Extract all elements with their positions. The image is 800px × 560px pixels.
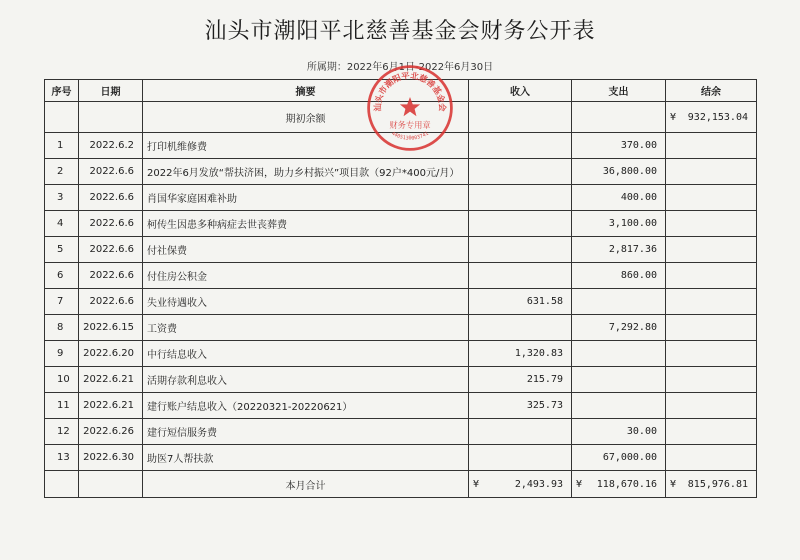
row-summary: 付住房公积金 (143, 263, 469, 289)
row-summary: 2022年6月发放“帮扶济困，助力乡村振兴”项目款（92户*400元/月） (143, 159, 469, 185)
table-row (45, 341, 757, 367)
table-row (45, 159, 757, 185)
opening-balance-row (45, 102, 757, 133)
row-date: 2022.6.21 (79, 393, 143, 419)
row-expense: 370.00 (572, 133, 666, 159)
stamp-text: 汕头市潮阳平北慈善基金会 (372, 70, 448, 112)
total-empty-seq (45, 471, 79, 498)
row-income (469, 237, 572, 263)
row-balance (666, 367, 757, 393)
row-seq: 12 (45, 419, 79, 445)
currency-sign: ¥ (576, 478, 583, 490)
header-date: 日期 (79, 80, 143, 102)
row-seq: 2 (45, 159, 79, 185)
total-label: 本月合计 (143, 471, 469, 498)
row-expense: 3,100.00 (572, 211, 666, 237)
row-balance (666, 393, 757, 419)
row-balance (666, 185, 757, 211)
row-date: 2022.6.6 (79, 159, 143, 185)
table-header (45, 80, 757, 102)
row-balance (666, 133, 757, 159)
row-date: 2022.6.21 (79, 367, 143, 393)
row-expense: 67,000.00 (572, 445, 666, 471)
row-balance (666, 211, 757, 237)
row-seq: 7 (45, 289, 79, 315)
row-income (469, 419, 572, 445)
opening-balance-value: 932,153.04 (687, 111, 748, 123)
total-row (45, 471, 757, 498)
opening-label: 期初余额 (143, 102, 469, 133)
table-row (45, 445, 757, 471)
row-seq: 8 (45, 315, 79, 341)
row-expense: 7,292.80 (572, 315, 666, 341)
row-expense: 36,800.00 (572, 159, 666, 185)
row-expense (572, 393, 666, 419)
row-summary: 建行短信服务费 (143, 419, 469, 445)
total-expense (572, 471, 666, 498)
row-summary: 失业待遇收入 (143, 289, 469, 315)
total-income (469, 471, 572, 498)
row-income: 1,320.83 (469, 341, 572, 367)
row-seq: 5 (45, 237, 79, 263)
currency-sign: ¥ (473, 478, 480, 490)
row-income (469, 211, 572, 237)
row-balance (666, 445, 757, 471)
row-expense: 860.00 (572, 263, 666, 289)
row-income (469, 263, 572, 289)
row-seq: 4 (45, 211, 79, 237)
row-income: 325.73 (469, 393, 572, 419)
row-income: 215.79 (469, 367, 572, 393)
document-title: 汕头市潮阳平北慈善基金会财务公开表 (204, 19, 596, 44)
row-seq: 11 (45, 393, 79, 419)
total-income-value: 2,493.93 (514, 478, 563, 490)
row-expense: 400.00 (572, 185, 666, 211)
row-expense: 2,817.36 (572, 237, 666, 263)
table-row (45, 289, 757, 315)
table-row (45, 315, 757, 341)
row-summary: 打印机维修费 (143, 133, 469, 159)
row-expense: 30.00 (572, 419, 666, 445)
finance-table (44, 79, 757, 498)
total-empty-date (79, 471, 143, 498)
table-row (45, 393, 757, 419)
row-balance (666, 419, 757, 445)
row-summary: 工资费 (143, 315, 469, 341)
row-seq: 1 (45, 133, 79, 159)
row-date: 2022.6.26 (79, 419, 143, 445)
table-row (45, 133, 757, 159)
row-expense (572, 367, 666, 393)
row-summary: 肖国华家庭困难补助 (143, 185, 469, 211)
row-balance (666, 159, 757, 185)
row-date: 2022.6.6 (79, 237, 143, 263)
row-seq: 13 (45, 445, 79, 471)
row-date: 2022.6.30 (79, 445, 143, 471)
opening-balance-cell (666, 102, 757, 133)
row-date: 2022.6.6 (79, 289, 143, 315)
row-income (469, 159, 572, 185)
header-balance: 结余 (666, 80, 757, 102)
row-summary: 付社保费 (143, 237, 469, 263)
row-date: 2022.6.6 (79, 185, 143, 211)
table-row (45, 237, 757, 263)
row-seq: 6 (45, 263, 79, 289)
row-summary: 柯传生因患多种病症去世丧葬费 (143, 211, 469, 237)
row-summary: 建行账户结息收入（20220321-20220621） (143, 393, 469, 419)
row-income (469, 133, 572, 159)
total-balance-value: 815,976.81 (687, 478, 748, 490)
table-row (45, 419, 757, 445)
stamp-subtext: 财务专用章 (389, 120, 431, 131)
period-label: 所属期：2022年6月1日-2022年6月30日 (306, 62, 494, 73)
header-expense: 支出 (572, 80, 666, 102)
row-date: 2022.6.6 (79, 263, 143, 289)
table-row (45, 263, 757, 289)
row-expense (572, 341, 666, 367)
row-summary: 活期存款利息收入 (143, 367, 469, 393)
row-income: 631.58 (469, 289, 572, 315)
row-balance (666, 263, 757, 289)
row-seq: 10 (45, 367, 79, 393)
row-income (469, 445, 572, 471)
table-row (45, 367, 757, 393)
total-balance (666, 471, 757, 498)
table-row (45, 211, 757, 237)
row-income (469, 185, 572, 211)
row-balance (666, 341, 757, 367)
total-expense-value: 118,670.16 (596, 478, 657, 490)
currency-sign: ¥ (670, 111, 677, 123)
row-date: 2022.6.6 (79, 211, 143, 237)
header-income: 收入 (469, 80, 572, 102)
row-balance (666, 289, 757, 315)
table-row (45, 185, 757, 211)
row-balance (666, 237, 757, 263)
row-date: 2022.6.2 (79, 133, 143, 159)
row-balance (666, 315, 757, 341)
row-date: 2022.6.15 (79, 315, 143, 341)
currency-sign: ¥ (670, 478, 677, 490)
row-seq: 3 (45, 185, 79, 211)
row-expense (572, 289, 666, 315)
row-summary: 中行结息收入 (143, 341, 469, 367)
header-summary: 摘要 (143, 80, 469, 102)
stamp-code: 4405130003741 (390, 130, 430, 142)
row-seq: 9 (45, 341, 79, 367)
row-summary: 助医7人帮扶款 (143, 445, 469, 471)
row-date: 2022.6.20 (79, 341, 143, 367)
row-income (469, 315, 572, 341)
header-seq: 序号 (45, 80, 79, 102)
